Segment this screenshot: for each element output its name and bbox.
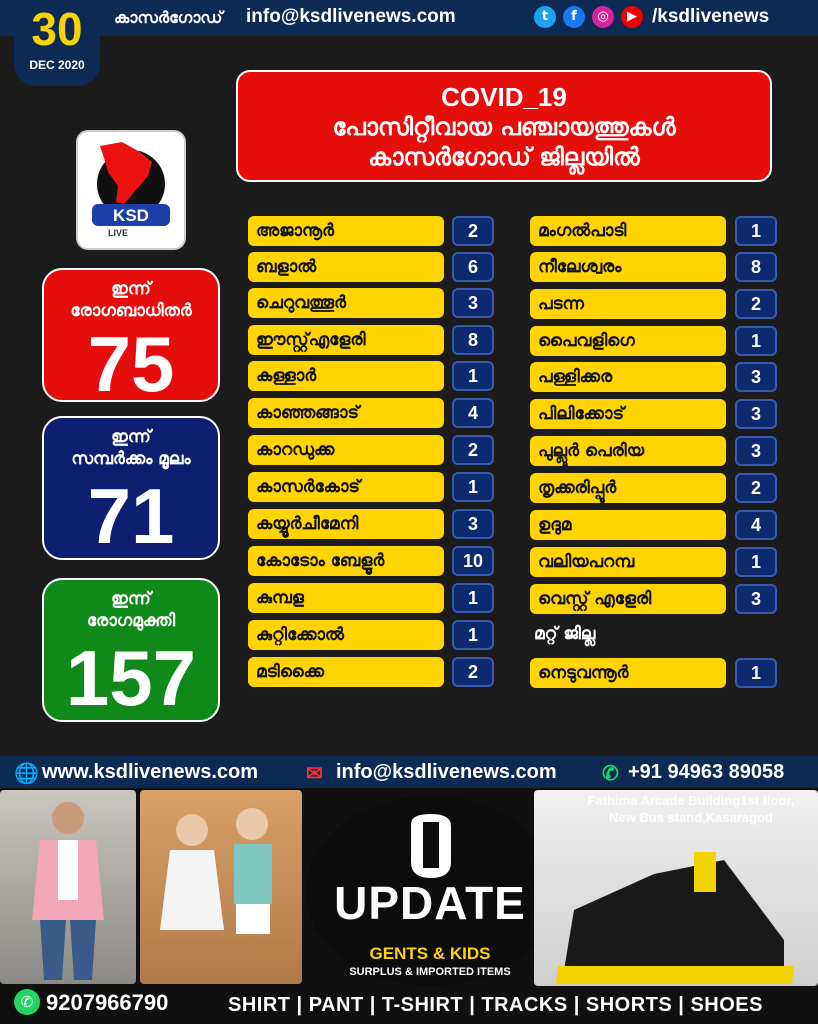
whatsapp-icon: ✆ bbox=[14, 989, 40, 1015]
district-name: കാസർകോട് bbox=[248, 472, 444, 502]
district-name: അജാനൂർ bbox=[248, 216, 444, 246]
district-count: 3 bbox=[452, 509, 494, 539]
district-count: 1 bbox=[735, 547, 777, 577]
stat-value: 75 bbox=[87, 320, 175, 408]
district-count: 1 bbox=[452, 620, 494, 650]
district-count: 1 bbox=[735, 658, 777, 688]
stat-label-2: സമ്പർക്കം മൂലം bbox=[71, 449, 191, 469]
stat-label-1: ഇന്ന് bbox=[111, 279, 151, 299]
ad-tagline: GENTS & KIDS bbox=[369, 944, 491, 963]
date-day: 30 bbox=[31, 3, 83, 55]
youtube-icon[interactable]: ▶ bbox=[621, 6, 643, 28]
logo-text: KSD bbox=[113, 206, 149, 225]
stat-today-infected bbox=[42, 268, 220, 408]
stat-label-2: രോഗമുക്തി bbox=[86, 611, 176, 631]
header-location: കാസർഗോഡ് bbox=[114, 8, 223, 27]
globe-icon: 🌐 bbox=[14, 763, 39, 785]
district-count: 1 bbox=[735, 216, 777, 246]
hanger-icon bbox=[306, 804, 556, 884]
ad-brand: UPDATE bbox=[334, 877, 526, 929]
ad-address bbox=[566, 792, 816, 826]
district-count: 1 bbox=[735, 326, 777, 356]
district-name: നീലേശ്വരം bbox=[530, 252, 726, 282]
ad-address-line-1: Fathima Arcade Building1st floor, bbox=[587, 793, 795, 808]
district-name: കയ്യൂർചീമേനി bbox=[248, 509, 444, 539]
district-name: വലിയപറമ്പ bbox=[530, 547, 726, 577]
district-count: 3 bbox=[735, 362, 777, 392]
other-district-label: മറ്റ് ജില്ല bbox=[534, 624, 596, 644]
district-count: 1 bbox=[452, 361, 494, 391]
footer-email[interactable]: info@ksdlivenews.com bbox=[336, 761, 557, 783]
district-name: ഈസ്റ്റ്എളേരി bbox=[248, 325, 444, 355]
district-count: 1 bbox=[452, 583, 494, 613]
district-count: 1 bbox=[452, 472, 494, 502]
district-name: പുല്ലൂർ പെരിയ bbox=[530, 436, 726, 466]
district-name: ചെറുവത്തൂർ bbox=[248, 288, 444, 318]
district-count: 4 bbox=[452, 398, 494, 428]
district-count: 2 bbox=[452, 657, 494, 687]
district-name: ബളാൽ bbox=[248, 252, 444, 282]
header-social-handle[interactable]: /ksdlivenews bbox=[652, 6, 770, 27]
district-name: പടന്ന bbox=[530, 289, 726, 319]
district-count: 6 bbox=[452, 252, 494, 282]
footer-phone[interactable]: +91 94963 89058 bbox=[628, 761, 785, 783]
district-count: 2 bbox=[452, 435, 494, 465]
man-figure-icon bbox=[0, 790, 136, 984]
ksd-live-logo bbox=[76, 130, 186, 250]
district-name: ഉദുമ bbox=[530, 510, 726, 540]
stat-value: 71 bbox=[87, 472, 175, 560]
district-count: 8 bbox=[452, 325, 494, 355]
district-count: 2 bbox=[452, 216, 494, 246]
logo-graphic bbox=[78, 132, 184, 248]
district-name: മടിക്കൈ bbox=[248, 657, 444, 687]
district-count: 3 bbox=[452, 288, 494, 318]
ad-subtag: SURPLUS & IMPORTED ITEMS bbox=[349, 966, 511, 978]
kids-figure-icon bbox=[140, 790, 302, 984]
district-name: കള്ളാർ bbox=[248, 361, 444, 391]
district-count: 2 bbox=[735, 473, 777, 503]
date-month: DEC 2020 bbox=[29, 58, 85, 72]
logo-subtext: LIVE bbox=[107, 228, 129, 238]
ad-categories: SHIRT | PANT | T-SHIRT | TRACKS | SHORTS | SHOES bbox=[228, 994, 763, 1016]
district-name: വെസ്റ്റ് എളേരി bbox=[530, 584, 726, 614]
whatsapp-icon: ✆ bbox=[602, 763, 619, 785]
district-count: 4 bbox=[735, 510, 777, 540]
district-count: 8 bbox=[735, 252, 777, 282]
district-name: കുമ്പള bbox=[248, 583, 444, 613]
district-name: പള്ളിക്കര bbox=[530, 362, 726, 392]
district-count: 2 bbox=[735, 289, 777, 319]
district-name: പൈവളിഗെ bbox=[530, 326, 726, 356]
district-count: 3 bbox=[735, 399, 777, 429]
district-name: കാറഡുക്ക bbox=[248, 435, 444, 465]
mail-icon: ✉ bbox=[306, 763, 323, 785]
title-line-3: കാസർഗോഡ് ജില്ലയിൽ bbox=[368, 143, 640, 171]
header-email[interactable]: info@ksdlivenews.com bbox=[246, 6, 456, 27]
stat-today-contact bbox=[42, 416, 220, 560]
title-box bbox=[236, 70, 772, 182]
instagram-icon[interactable]: ◎ bbox=[592, 6, 614, 28]
stat-today-recovered bbox=[42, 578, 220, 722]
title-line-2: പോസിറ്റീവായ പഞ്ചായത്തുകൾ bbox=[332, 113, 676, 141]
date-badge bbox=[14, 0, 100, 86]
stat-label-2: രോഗബാധിതർ bbox=[70, 301, 192, 321]
stat-label-1: ഇന്ന് bbox=[111, 589, 151, 609]
facebook-icon[interactable]: f bbox=[563, 6, 585, 28]
district-name: നെടുവന്നൂർ bbox=[530, 658, 726, 688]
stat-value: 157 bbox=[65, 634, 197, 722]
district-name: പിലിക്കോട് bbox=[530, 399, 726, 429]
district-name: തൃക്കരിപ്പൂർ bbox=[530, 473, 726, 503]
district-name: കുറ്റിക്കോൽ bbox=[248, 620, 444, 650]
kids-photo bbox=[140, 790, 302, 984]
model-photo bbox=[0, 790, 136, 984]
district-count: 10 bbox=[452, 546, 494, 576]
stat-label-1: ഇന്ന് bbox=[111, 427, 151, 447]
district-name: കാഞ്ഞങ്ങാട് bbox=[248, 398, 444, 428]
ad-phone[interactable]: 9207966790 bbox=[46, 990, 169, 1015]
district-count: 3 bbox=[735, 436, 777, 466]
title-line-1: COVID_19 bbox=[441, 82, 567, 112]
footer-website[interactable]: www.ksdlivenews.com bbox=[42, 761, 259, 783]
ad-address-line-2: New Bus stand,Kasaragod bbox=[609, 810, 773, 825]
district-count: 3 bbox=[735, 584, 777, 614]
district-name: മംഗൽപാടി bbox=[530, 216, 726, 246]
twitter-icon[interactable]: t bbox=[534, 6, 556, 28]
district-name: കോടോം ബേളൂർ bbox=[248, 546, 444, 576]
